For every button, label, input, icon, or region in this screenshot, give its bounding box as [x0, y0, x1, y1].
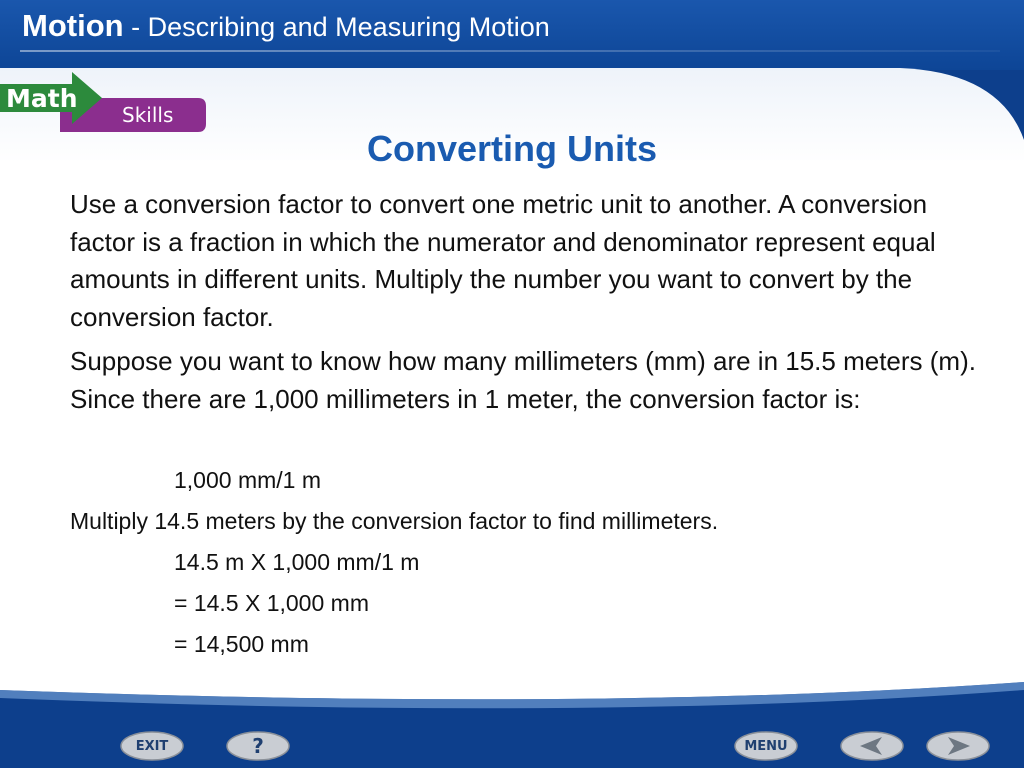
header-title-main: Motion: [22, 8, 124, 43]
header-title-sub: - Describing and Measuring Motion: [123, 12, 550, 42]
badge-skills-label: Skills: [122, 103, 174, 127]
paragraph-example: Suppose you want to know how many millimeters (mm) are in 15.5 meters (m). Since there are 1,000 millimeters in 1 meter, the conversion factor is:: [70, 346, 976, 414]
badge-math-label: Math: [6, 84, 78, 113]
menu-button[interactable]: [734, 731, 798, 761]
next-button[interactable]: [926, 731, 990, 761]
slide-title: Converting Units: [366, 128, 657, 169]
instruction-text: Multiply 14.5 meters by the conversion factor to find millimeters.: [70, 508, 719, 534]
paragraph-intro: Use a conversion factor to convert one metric unit to another. A conversion factor is a fraction in which the numerator and denominator represent equal amounts in different units. Multiply the number you want to convert by the conversion factor.: [70, 189, 936, 332]
help-button[interactable]: [226, 731, 290, 761]
exit-button[interactable]: [120, 731, 184, 761]
calc-step-3: = 14,500 mm: [174, 631, 309, 657]
exit-button-label: EXIT: [135, 738, 169, 754]
back-button[interactable]: [840, 731, 904, 761]
menu-button-label: MENU: [744, 738, 788, 754]
help-button-label: ?: [252, 734, 264, 758]
calc-step-2: = 14.5 X 1,000 mm: [174, 590, 369, 616]
calc-step-1: 14.5 m X 1,000 mm/1 m: [174, 549, 420, 575]
conversion-factor: 1,000 mm/1 m: [174, 467, 321, 493]
